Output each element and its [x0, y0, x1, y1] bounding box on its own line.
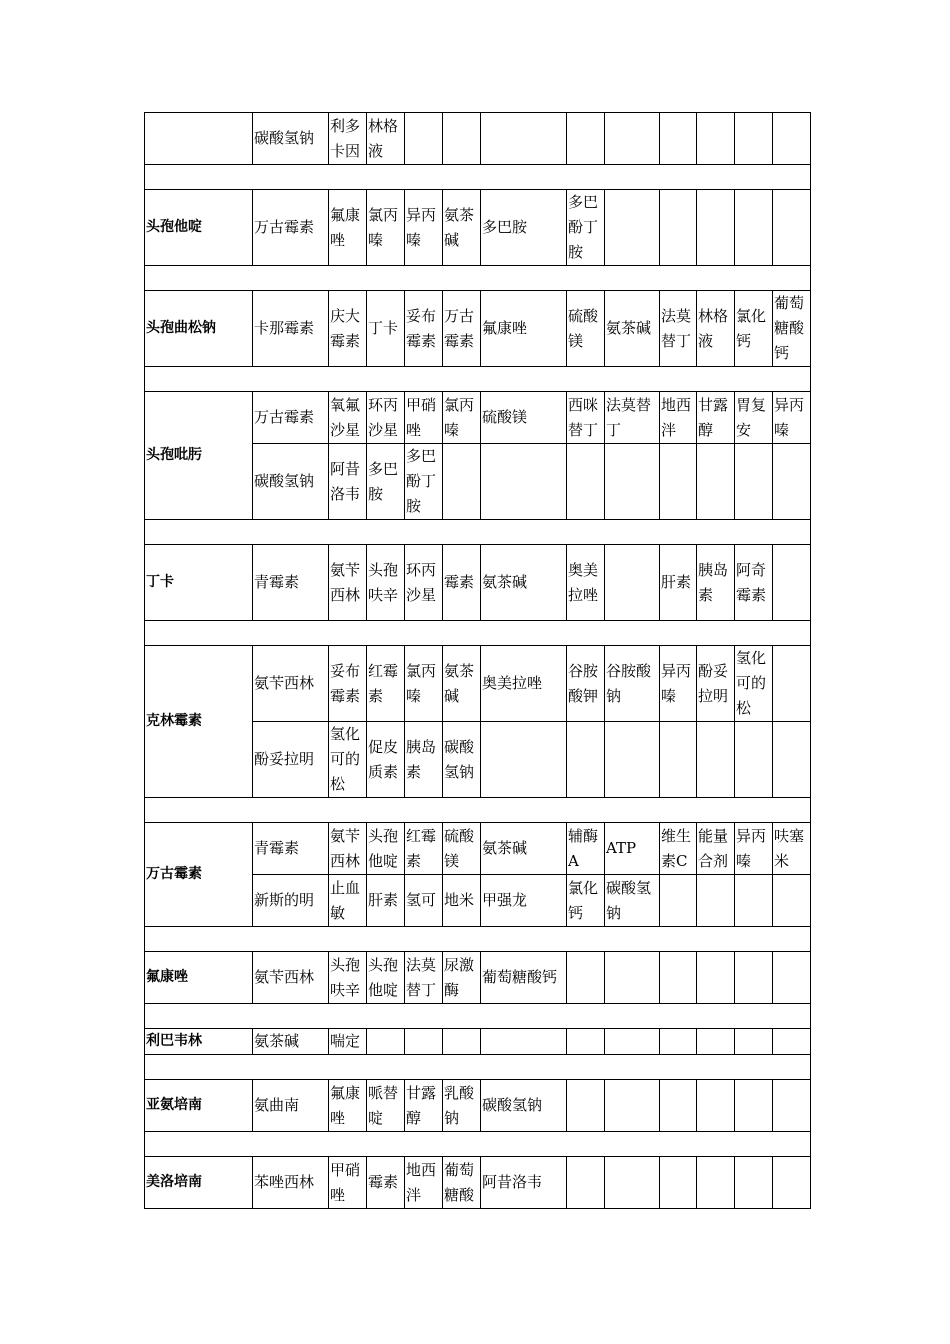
compatible-drug-cell: 氢化可的松	[735, 646, 773, 722]
compatible-drug-cell: 丁卡	[367, 291, 405, 367]
separator-cell	[145, 798, 811, 823]
compatible-drug-cell: 氯化钙	[735, 291, 773, 367]
compatible-drug-cell	[697, 952, 735, 1004]
compatible-drug-cell: 万古霉素	[253, 392, 329, 444]
compatible-drug-cell	[367, 1029, 405, 1055]
compatible-drug-cell	[773, 444, 811, 520]
drug-name-cell: 亚氨培南	[145, 1080, 253, 1132]
compatible-drug-cell	[697, 722, 735, 798]
compatible-drug-cell: 氨苄西林	[329, 823, 367, 875]
separator-row	[145, 927, 811, 952]
compatible-drug-cell: 异丙嗪	[660, 646, 697, 722]
separator-row	[145, 1132, 811, 1157]
compatible-drug-cell	[605, 952, 660, 1004]
compatible-drug-cell	[605, 1080, 660, 1132]
compatible-drug-cell: 谷胺酸钠	[605, 646, 660, 722]
table-row	[145, 392, 811, 444]
compatible-drug-cell: 氨茶碱	[443, 646, 481, 722]
compatible-drug-cell: 甲硝唑	[405, 392, 443, 444]
compatible-drug-cell: 阿昔洛韦	[481, 1157, 567, 1209]
compatible-drug-cell: 氨茶碱	[481, 545, 567, 621]
compatible-drug-cell	[481, 113, 567, 165]
compatible-drug-cell: 硫酸镁	[567, 291, 605, 367]
separator-cell	[145, 927, 811, 952]
compatible-drug-cell	[773, 646, 811, 722]
drug-name-cell: 头孢曲松钠	[145, 291, 253, 367]
table-row	[145, 646, 811, 722]
table-row	[145, 545, 811, 621]
separator-row	[145, 621, 811, 646]
compatible-drug-cell: 氨苄西林	[329, 545, 367, 621]
compatible-drug-cell: 奥美拉唑	[481, 646, 567, 722]
drug-name-cell: 万古霉素	[145, 823, 253, 927]
compatible-drug-cell	[660, 952, 697, 1004]
separator-row	[145, 266, 811, 291]
compatible-drug-cell	[605, 1029, 660, 1055]
compatible-drug-cell: 葡萄糖酸	[443, 1157, 481, 1209]
compatible-drug-cell	[481, 722, 567, 798]
compatible-drug-cell	[567, 1080, 605, 1132]
compatible-drug-cell	[605, 545, 660, 621]
compatible-drug-cell: 胃复安	[735, 392, 773, 444]
compatible-drug-cell: 环丙沙星	[405, 545, 443, 621]
compatible-drug-cell: 硫酸镁	[443, 823, 481, 875]
compatible-drug-cell	[660, 1029, 697, 1055]
compatible-drug-cell: 利多卡因	[329, 113, 367, 165]
compatible-drug-cell: 氯化钙	[567, 875, 605, 927]
compatible-drug-cell: 庆大霉素	[329, 291, 367, 367]
compatible-drug-cell: 氨曲南	[253, 1080, 329, 1132]
compatible-drug-cell: 碳酸氢钠	[253, 113, 329, 165]
compatible-drug-cell: 氨苄西林	[253, 646, 329, 722]
compatible-drug-cell	[443, 113, 481, 165]
table-row	[145, 823, 811, 875]
table-row	[145, 1080, 811, 1132]
drug-name-cell: 克林霉素	[145, 646, 253, 798]
compatible-drug-cell: 阿奇霉素	[735, 545, 773, 621]
compatible-drug-cell	[697, 444, 735, 520]
compatible-drug-cell	[773, 1029, 811, 1055]
drug-name-cell: 头孢吡肟	[145, 392, 253, 520]
compatible-drug-cell	[773, 113, 811, 165]
compatible-drug-cell: 地米	[443, 875, 481, 927]
compatible-drug-cell: 呋塞米	[773, 823, 811, 875]
separator-cell	[145, 165, 811, 190]
compatible-drug-cell	[735, 722, 773, 798]
compatible-drug-cell	[660, 190, 697, 266]
compatible-drug-cell: 霉素	[443, 545, 481, 621]
compatible-drug-cell: 法莫替丁	[405, 952, 443, 1004]
compatible-drug-cell: 碳酸氢钠	[481, 1080, 567, 1132]
compatible-drug-cell: 哌替啶	[367, 1080, 405, 1132]
compatible-drug-cell	[567, 952, 605, 1004]
compatible-drug-cell: 氨茶碱	[253, 1029, 329, 1055]
compatible-drug-cell	[773, 1080, 811, 1132]
compatible-drug-cell	[773, 190, 811, 266]
compatible-drug-cell: 氯丙嗪	[405, 646, 443, 722]
compatible-drug-cell: 氟康唑	[329, 190, 367, 266]
compatible-drug-cell	[773, 1157, 811, 1209]
compatible-drug-cell: 碳酸氢钠	[253, 444, 329, 520]
compatible-drug-cell: 法莫替丁	[605, 392, 660, 444]
compatible-drug-cell: 碳酸氢钠	[443, 722, 481, 798]
compatible-drug-cell	[735, 190, 773, 266]
compatible-drug-cell	[660, 722, 697, 798]
separator-row	[145, 520, 811, 545]
compatible-drug-cell	[735, 952, 773, 1004]
compatible-drug-cell	[735, 1029, 773, 1055]
compatible-drug-cell	[735, 444, 773, 520]
compatible-drug-cell	[660, 1157, 697, 1209]
compatible-drug-cell: 万古霉素	[443, 291, 481, 367]
compatible-drug-cell: 葡萄糖酸钙	[773, 291, 811, 367]
compatible-drug-cell: 新斯的明	[253, 875, 329, 927]
compatible-drug-cell: 多巴胺	[367, 444, 405, 520]
compatible-drug-cell	[697, 190, 735, 266]
separator-cell	[145, 1055, 811, 1080]
compatible-drug-cell	[773, 952, 811, 1004]
compatible-drug-cell: 异丙嗪	[735, 823, 773, 875]
compatible-drug-cell: 头孢他啶	[367, 823, 405, 875]
compatible-drug-cell	[567, 722, 605, 798]
separator-cell	[145, 621, 811, 646]
compatible-drug-cell	[567, 113, 605, 165]
separator-cell	[145, 266, 811, 291]
compatible-drug-cell	[481, 444, 567, 520]
compatible-drug-cell: 乳酸钠	[443, 1080, 481, 1132]
compatible-drug-cell: 异丙嗪	[405, 190, 443, 266]
compatible-drug-cell: 头孢呋辛	[367, 545, 405, 621]
table-row	[145, 1157, 811, 1209]
compatible-drug-cell	[697, 1080, 735, 1132]
compatible-drug-cell: 辅酶A	[567, 823, 605, 875]
compatible-drug-cell	[567, 444, 605, 520]
compatible-drug-cell	[773, 722, 811, 798]
compatible-drug-cell: 氯丙嗪	[367, 190, 405, 266]
drug-name-cell: 氟康唑	[145, 952, 253, 1004]
compatible-drug-cell: 地西泮	[405, 1157, 443, 1209]
compatible-drug-cell: 卡那霉素	[253, 291, 329, 367]
compatible-drug-cell: 西咪替丁	[567, 392, 605, 444]
table-row	[145, 1029, 811, 1055]
compatible-drug-cell	[697, 1029, 735, 1055]
compatible-drug-cell: 碳酸氢钠	[605, 875, 660, 927]
compatible-drug-cell: 甘露醇	[697, 392, 735, 444]
compatible-drug-cell: 氟康唑	[481, 291, 567, 367]
compatible-drug-cell	[735, 1157, 773, 1209]
compatible-drug-cell	[660, 875, 697, 927]
compatible-drug-cell: 地西泮	[660, 392, 697, 444]
compatible-drug-cell	[443, 444, 481, 520]
compatible-drug-cell: 苯唑西林	[253, 1157, 329, 1209]
compatible-drug-cell: 胰岛素	[405, 722, 443, 798]
compatible-drug-cell	[567, 1029, 605, 1055]
compatible-drug-cell: 氨茶碱	[443, 190, 481, 266]
compatible-drug-cell: 氟康唑	[329, 1080, 367, 1132]
compatible-drug-cell: 胰岛素	[697, 545, 735, 621]
separator-row	[145, 798, 811, 823]
compatible-drug-cell: 阿昔洛韦	[329, 444, 367, 520]
compatible-drug-cell	[605, 1157, 660, 1209]
compatible-drug-cell	[605, 722, 660, 798]
compatible-drug-cell: 青霉素	[253, 545, 329, 621]
compatible-drug-cell: 林格液	[367, 113, 405, 165]
compatible-drug-cell: 环丙沙星	[367, 392, 405, 444]
compatible-drug-cell: 妥布霉素	[329, 646, 367, 722]
compatible-drug-cell: 肝素	[660, 545, 697, 621]
compatible-drug-cell	[660, 113, 697, 165]
compatible-drug-cell: 甲硝唑	[329, 1157, 367, 1209]
compatible-drug-cell: 多巴酚丁胺	[405, 444, 443, 520]
compatible-drug-cell: 氨茶碱	[481, 823, 567, 875]
separator-cell	[145, 520, 811, 545]
compatible-drug-cell: 尿激酶	[443, 952, 481, 1004]
drug-name-cell: 利巴韦林	[145, 1029, 253, 1055]
compatible-drug-cell: 青霉素	[253, 823, 329, 875]
compatible-drug-cell	[605, 113, 660, 165]
compatible-drug-cell: 氨茶碱	[605, 291, 660, 367]
drug-name-cell: 丁卡	[145, 545, 253, 621]
table-row	[145, 952, 811, 1004]
compatible-drug-cell	[405, 113, 443, 165]
compatible-drug-cell	[443, 1029, 481, 1055]
compatible-drug-cell: 能量合剂	[697, 823, 735, 875]
compatible-drug-cell	[405, 1029, 443, 1055]
compatible-drug-cell: 红霉素	[405, 823, 443, 875]
compatible-drug-cell: 氨苄西林	[253, 952, 329, 1004]
compatible-drug-cell: 林格液	[697, 291, 735, 367]
compatible-drug-cell: 氢化可的松	[329, 722, 367, 798]
compatible-drug-cell: 肝素	[367, 875, 405, 927]
compatible-drug-cell	[697, 875, 735, 927]
compatible-drug-cell: 氢可	[405, 875, 443, 927]
compatible-drug-cell: 氧氟沙星	[329, 392, 367, 444]
compatible-drug-cell: 硫酸镁	[481, 392, 567, 444]
compatible-drug-cell: 头孢呋辛	[329, 952, 367, 1004]
compatible-drug-cell	[605, 190, 660, 266]
compatible-drug-cell	[735, 875, 773, 927]
drug-name-cell: 头孢他啶	[145, 190, 253, 266]
compatible-drug-cell	[697, 113, 735, 165]
drug-name-cell: 美洛培南	[145, 1157, 253, 1209]
separator-row	[145, 1055, 811, 1080]
separator-row	[145, 165, 811, 190]
compatible-drug-cell: 甲强龙	[481, 875, 567, 927]
compatible-drug-cell: 止血敏	[329, 875, 367, 927]
compatible-drug-cell: 谷胺酸钾	[567, 646, 605, 722]
separator-row	[145, 367, 811, 392]
compatible-drug-cell: 喘定	[329, 1029, 367, 1055]
compatible-drug-cell	[773, 545, 811, 621]
compatible-drug-cell: 酚妥拉明	[253, 722, 329, 798]
compatible-drug-cell: 头孢他啶	[367, 952, 405, 1004]
compatible-drug-cell: 多巴酚丁胺	[567, 190, 605, 266]
compatible-drug-cell: 奥美拉唑	[567, 545, 605, 621]
compatible-drug-cell	[773, 875, 811, 927]
compatible-drug-cell	[735, 1080, 773, 1132]
compatible-drug-cell: 霉素	[367, 1157, 405, 1209]
compatible-drug-cell: 红霉素	[367, 646, 405, 722]
compatible-drug-cell: 法莫替丁	[660, 291, 697, 367]
separator-cell	[145, 367, 811, 392]
compatible-drug-cell: 促皮质素	[367, 722, 405, 798]
compatible-drug-cell	[481, 1029, 567, 1055]
separator-cell	[145, 1132, 811, 1157]
compatible-drug-cell: 氯丙嗪	[443, 392, 481, 444]
compatible-drug-cell	[660, 444, 697, 520]
table-row	[145, 113, 811, 165]
drug-name-cell	[145, 113, 253, 165]
compatibility-table	[144, 112, 811, 1209]
compatible-drug-cell	[567, 1157, 605, 1209]
separator-row	[145, 1004, 811, 1029]
separator-cell	[145, 1004, 811, 1029]
compatible-drug-cell: 多巴胺	[481, 190, 567, 266]
compatible-drug-cell: 维生素C	[660, 823, 697, 875]
compatible-drug-cell: 葡萄糖酸钙	[481, 952, 567, 1004]
compatible-drug-cell	[697, 1157, 735, 1209]
compatible-drug-cell	[660, 1080, 697, 1132]
compatible-drug-cell: ATP	[605, 823, 660, 875]
compatible-drug-cell: 异丙嗪	[773, 392, 811, 444]
compatible-drug-cell	[735, 113, 773, 165]
compatible-drug-cell: 万古霉素	[253, 190, 329, 266]
compatible-drug-cell: 甘露醇	[405, 1080, 443, 1132]
table-row	[145, 190, 811, 266]
compatible-drug-cell: 妥布霉素	[405, 291, 443, 367]
compatible-drug-cell: 酚妥拉明	[697, 646, 735, 722]
table-row	[145, 291, 811, 367]
compatible-drug-cell	[605, 444, 660, 520]
